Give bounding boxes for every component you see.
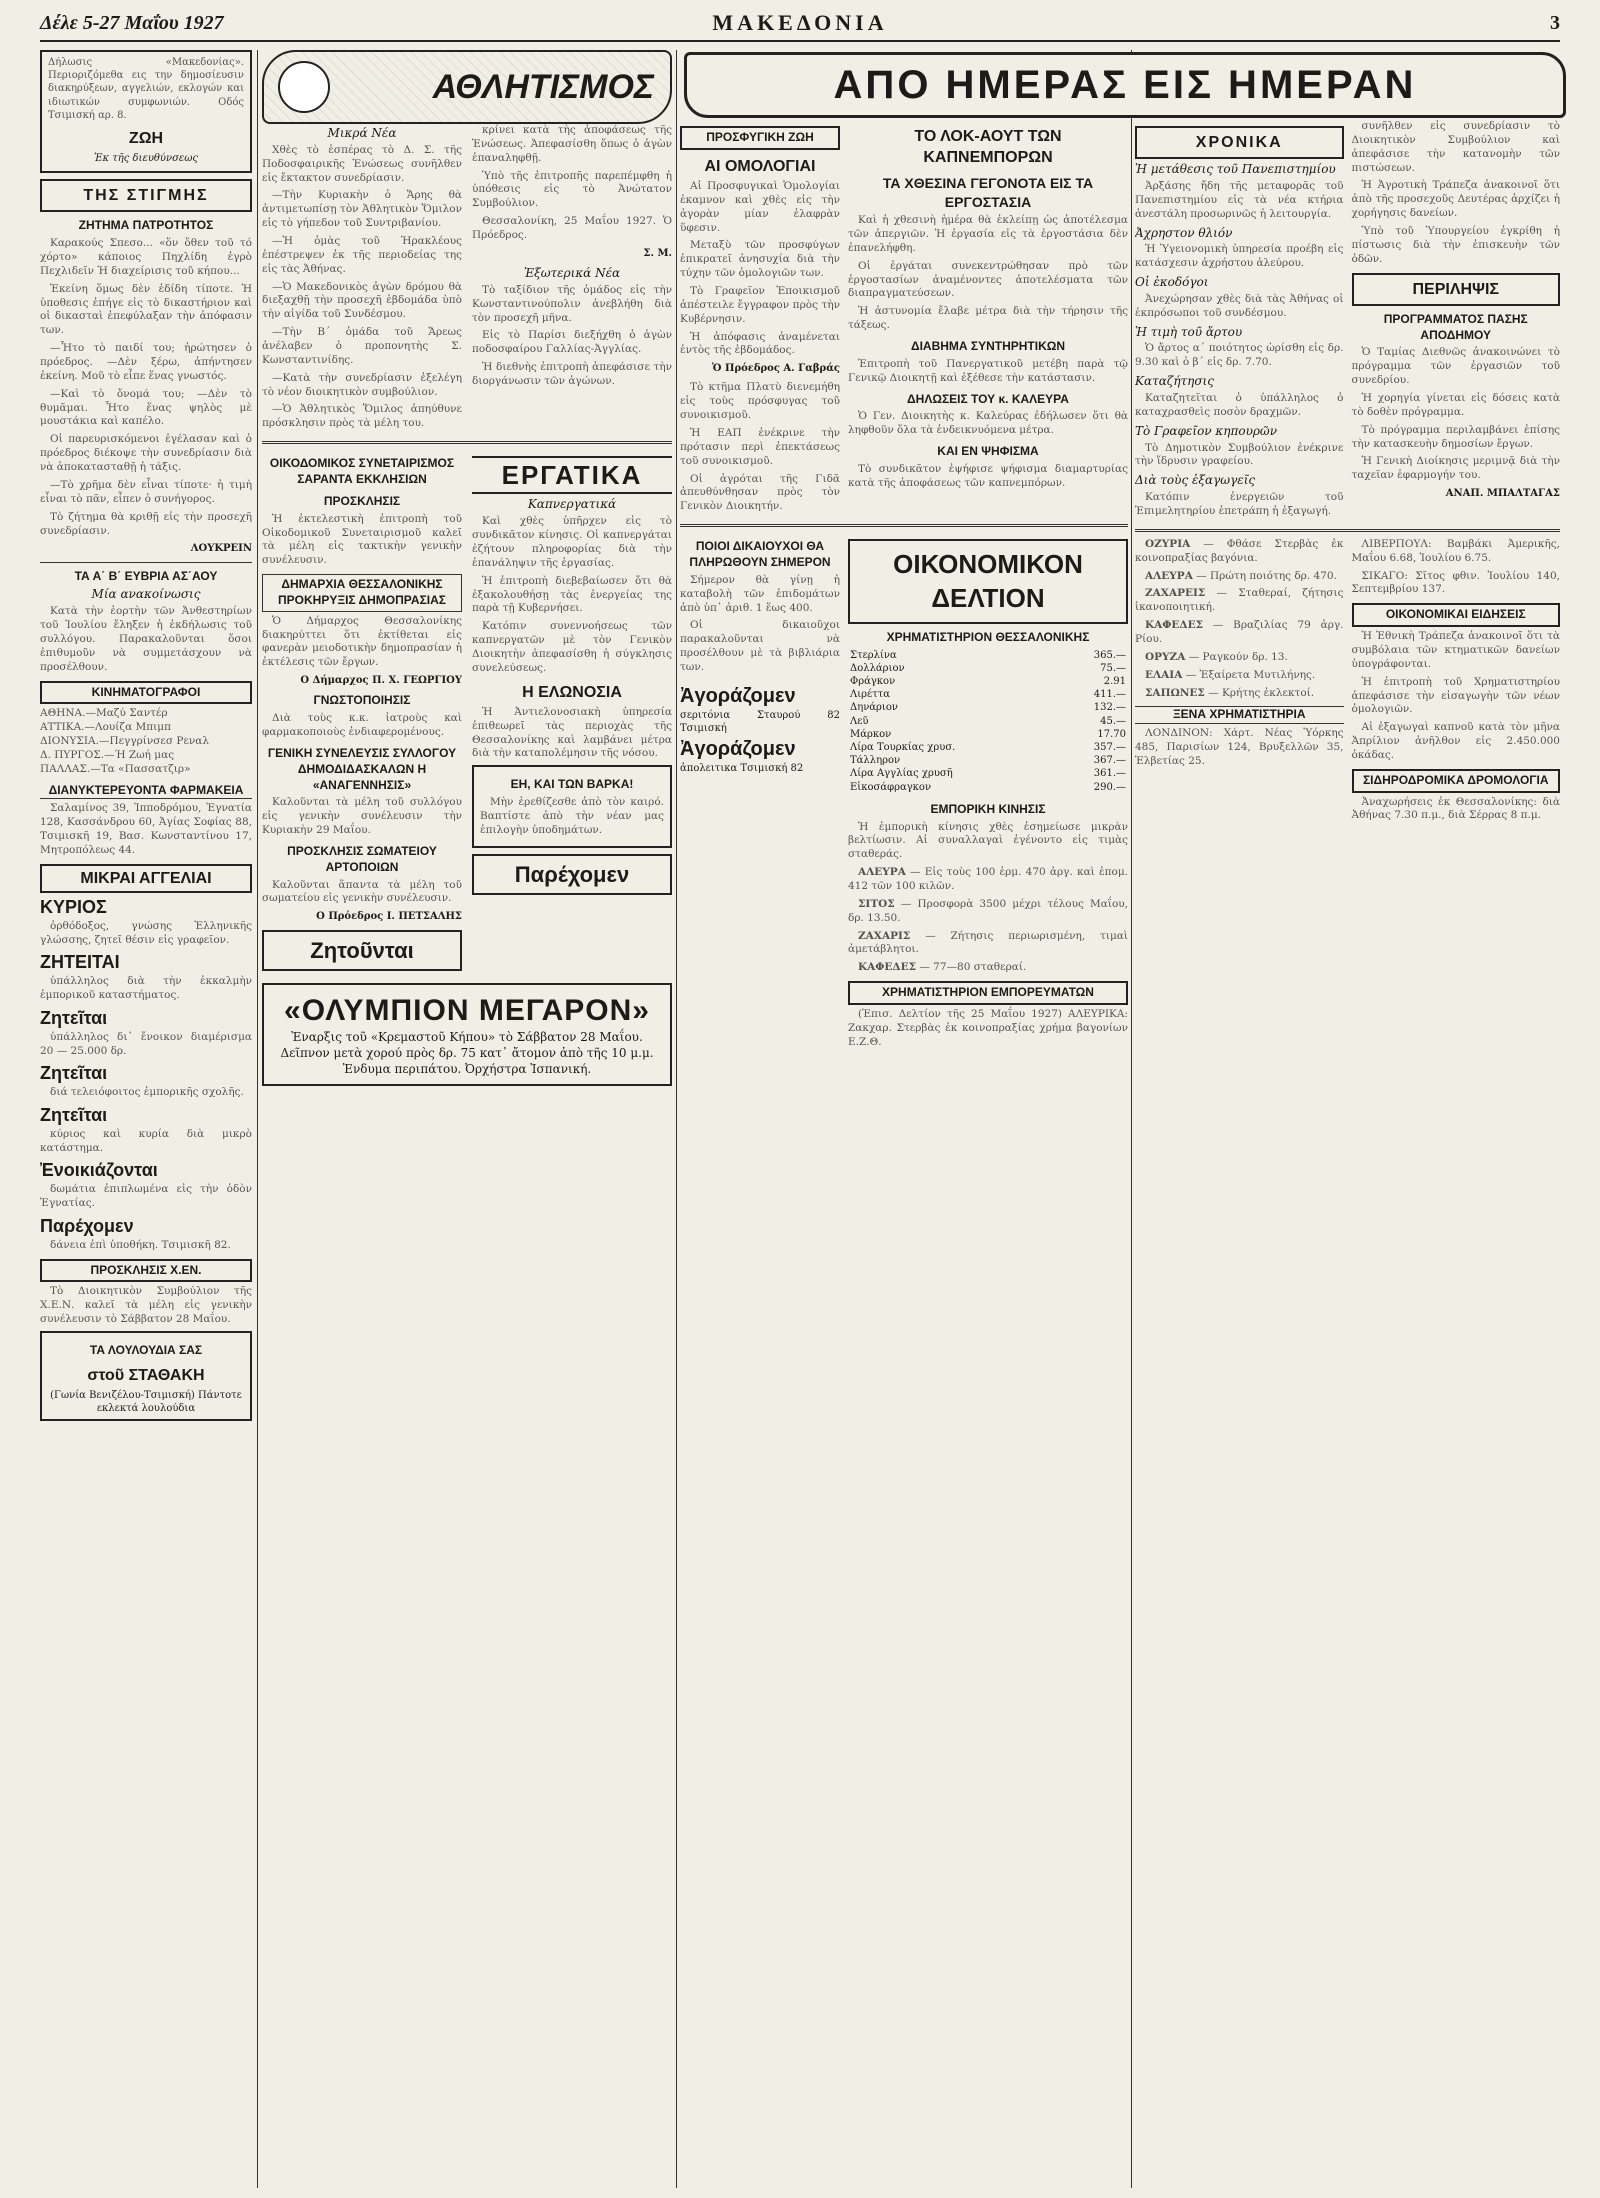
headline-prosklisis: ΠΡΟΣΚΛΗΣΙΣ (323, 493, 401, 508)
baroka-box: ΕΗ, ΚΑΙ ΤΩΝ ΒΑΡΚΑ! Μὴν ἐρεθίζεσθε ἀπὸ τὸν καιρό. Βαπτίστε ἀπὸ τὴν νέαν μας ἐπιλογὴν ὑποδημάτων. (472, 765, 672, 847)
trade-item: ΖΑΧΑΡΙΣ (858, 929, 911, 942)
olympion-text: Ἐναρξις τοῦ «Κρεμαστοῦ Κήπου» τὸ Σάββατον 28 Μαΐου. Δεῖπνον μετὰ χορού πρὸς δρ. 75 κατ᾽ ἄτομον ἀπὸ τῆς 10 μ.μ. Ἐνδυμα περιπάτου. Ὀρχήστρα Ἰσπανική. (280, 1030, 654, 1076)
sports-header (262, 50, 672, 124)
table-row: Μάρκον 17.70 (850, 728, 1126, 740)
paper-name: ΜΑΚΕΔΟΝΙΑ (712, 10, 888, 35)
chronika-item: Τὸ Γραφεῖον κηπουρῶν (1135, 423, 1278, 438)
headline-dimarchia: ΔΗΜΑΡΧΙΑ ΘΕΣΣΑΛΟΝΙΚΗΣ ΠΡΟΚΗΡΥΞΙΣ ΔΗΜΟΠΡΑΣΙΑΣ (262, 574, 462, 612)
football-icon (278, 61, 330, 113)
trade-item: ΖΑΧΑΡΕΙΣ (1145, 587, 1206, 600)
ad-keyword: Ζητεῖται (40, 1063, 108, 1084)
table-row: Φράγκον 2.91 (850, 676, 1126, 687)
baroka-title: ΕΗ, ΚΑΙ ΤΩΝ ΒΑΡΚΑ! (510, 777, 634, 792)
page-number: 3 (1550, 11, 1560, 34)
trade-item: ΑΛΕΥΡΑ (1145, 569, 1193, 582)
section-farmakeia: ΔΙΑΝΥΚΤΕΡΕΥΟΝΤΑ ΦΑΡΜΑΚΕΙΑ (40, 783, 252, 800)
headline-elonosia: Η ΕΛΩΝΟΣΙΑ (522, 683, 622, 701)
exchange-title: ΧΡΗΜΑΤΙΣΤΗΡΙΟΝ ΘΕΣΣΑΛΟΝΙΚΗΣ (886, 629, 1090, 644)
cinema-line: ΔΙΟΝΥΣΙΑ.—Πεγγρίνσεσ Ρεναλ (40, 735, 210, 748)
chronika-item: Ἡ τιμὴ τοῦ ἄρτου (1135, 324, 1243, 339)
ad-keyword: Ζητεῖται (40, 1007, 108, 1028)
ad-keyword: Παρέχομεν (40, 1215, 134, 1236)
zitountai-ad (262, 930, 462, 971)
zoi-text: Δήλωσις «Μακεδονίας». Περιοριζόμεθα εις την δημοσίευσιν διακηρύξεων, αγγελιών, εκλογών και ιδιωτικών συμφωνιών. Οδός Τσιμισκή αρ. 8. (48, 57, 244, 121)
ad-keyword: Ἀγοράζομεν (680, 737, 796, 760)
headline-ergatika: ΕΡΓΑΤΙΚΑ (472, 456, 672, 494)
headline-omologiai: ΑΙ ΟΜΟΛΟΓΙΑΙ (704, 157, 816, 175)
headline-sidirodromika: ΣΙΔΗΡΟΔΡΟΜΙΚΑ ΔΡΟΜΟΛΟΓΙΑ (1352, 769, 1561, 793)
omologiai-signature: Ὁ Πρόεδρος Α. Γαβράς (712, 363, 840, 375)
subhead-mia: Μία ανακοίνωσις (91, 587, 201, 602)
headline-poioi: ΠΟΙΟΙ ΔΙΚΑΙΟΥΧΟΙ ΘΑ ΠΛΗΡΩΘΟΥΝ ΣΗΜΕΡΟΝ (689, 539, 831, 569)
section-kinimatografoi: ΚΙΝΗΜΑΤΟΓΡΑΦΟΙ (40, 681, 252, 705)
masthead (40, 6, 1560, 42)
ad-text: ἀπολειτικα Τσιμισκή 82 (680, 763, 804, 774)
sports-title: ΑΘΛΗΤΙΣΜΟΣ (432, 67, 654, 106)
table-row: Λίρα Αγγλίας χρυσῆ 361.— (850, 768, 1126, 780)
cinema-line: ΠΑΛΛΑΣ.—Τα «Πασσατζιρ» (40, 762, 191, 775)
ad-keyword: ΖΗΤΕΙΤΑΙ (40, 952, 120, 973)
headline-ta-a: ΤΑ Α΄ Β΄ ΕΥΒΡΙΑ ΑΣ΄ΑΟΥ (74, 568, 218, 583)
headline-gnostopoiisis: ΓΝΩΣΤΟΠΟΙΗΣΙΣ (313, 693, 411, 708)
ad-keyword: Ζητεῖται (40, 1105, 108, 1126)
table-row: Εἰκοσάφραγκον 290.— (850, 781, 1126, 793)
subhead-exoterika: Ἐξωτερικά Νέα (523, 266, 621, 281)
headline-lok: ΤΟ ΛΟΚ-ΑΟΥΤ ΤΩΝ ΚΑΠΝΕΜΠΟΡΩΝ (914, 128, 1062, 167)
headline-zitima: ΖΗΤΗΜΑ ΠΑΤΡΟΤΗΤΟΣ (78, 218, 214, 233)
headline-programmatos: ΠΡΟΓΡΑΜΜΑΤΟΣ ΠΑΣΗΣ ΑΠΟΔΗΜΟΥ (1383, 311, 1528, 342)
parechomen-ad (472, 854, 672, 895)
flower-ad (40, 1331, 252, 1421)
table-row: Λίρα Τουρκίας χρυσ. 357.— (850, 741, 1126, 753)
trade-item: ΚΑΦΕΔΕΣ (858, 961, 916, 974)
small-ads: ΚΥΡΙΟΣ ὀρθόδοξος, γνώσης Ἑλληνικῆς γλώσσης, ζητεῖ θέσιν εἰς γραφεῖον. ΖΗΤΕΙΤΑΙ ὑπάλληλος διὰ τὴν ἐκκαλμὴν ἐμπορικοῦ καταστήματος. Ζητεῖται ὑπάλληλος δι᾽ ἔνοικον διαμέρισμα 20 — 25.000 δρ. Ζητεῖται διά τελειόφοιτος ἐμπορικῆς σχολῆς. Ζητεῖται κύριος καὶ κυρία διὰ μικρὸ κατάστημα. Ἐνοικιάζονται δωμάτια ἐπιπλωμένα εἰς τὴν ὁδὸν Ἐγνατίας. Παρέχομεν δάνεια ἐπὶ ὑποθήκη. Τσιμισκῆ 82. (40, 897, 252, 1251)
column-4: ΧΡΟΝΙΚΑ Ἡ μετάθεσις τοῦ Πανεπιστημίου Ἀρξάσης ἤδη τῆς μεταφορᾶς τοῦ Πανεπιστημίου εἰς τὰ νέα κτήρια ἀνεστάλη προσωρινῶς ἡ λειτουργία. Ἀχρηστον θλιόν Ἡ Ὑγειονομικὴ ὑπηρεσία προέβη εἰς κατάσχεσιν ἀχρήστου ἀλεύρου. Οἱ ἐκοδόγοι Ἀνεχώρησαν χθὲς διὰ τὰς Ἀθήνας οἱ ἐκπρόσωποι τοῦ συνδέσμου. Ἡ τιμὴ τοῦ ἄρτου Ὁ ἄρτος α΄ ποιότητος ὡρίσθη εἰς δρ. 9.30 καὶ ὁ β΄ εἰς δρ. 7.70. Καταζήτησις Καταζητεῖται ὁ ὑπάλληλος ὁ καταχρασθεὶς ποσὸν δραχμῶν. Τὸ Γραφεῖον κηπουρῶν Τὸ Δημοτικὸν Συμβούλιον ἐνέκρινε τὴν ἵδρυσιν γραφείου. Διὰ τοὺς ἐξαγωγεῖς Κατόπιν ἐνεργειῶν τοῦ Ἐπιμελητηρίου ἐπετράπη ἡ ἐξαγωγή. συνῆλθεν εἰς συνεδρίασιν τὸ Διοικητικὸν Συμβούλιον καὶ ἀπεφάσισε τὴν κατανομὴν τῶν πιστώσεων. Ἡ Ἀγροτικὴ Τράπεζα ἀνακοινοῖ ὅτι ἀπὸ τῆς προσεχοῦς Δευτέρας ἀρχίζει ἡ χορήγησις δανείων. Ὑπὸ τοῦ Ὑπουργείου ἐγκρίθη ἡ πίστωσις διὰ τὴν ἐπισκευὴν τῶν ὁδῶν. ΠΕΡΙΛΗΨΙΣ ΠΡΟΓΡΑΜΜΑΤΟΣ ΠΑΣΗΣ ΑΠΟΔΗΜΟΥ Ὁ Ταμίας Διεθνῶς ἀνακοινώνει τὸ πρόγραμμα τῶν ἐργασιῶν τοῦ συνεδρίου. Ἡ χορηγία γίνεται εἰς δόσεις κατὰ τὸ δοθὲν πρόγραμμα. Τὸ πρόγραμμα περιλαμβάνει ἐπίσης τὴν κατασκευὴν δημοσίων ἔργων. Ἡ Γενικὴ Διοίκησις μεριμνᾷ διὰ τὴν ταχεῖαν ἐφαρμογήν του. ΑΝΑΠ. ΜΠΑΛΤΑΓΑΣ ΟΖΥΡΙΑ — Φθάσε Στερβὰς ἐκ κοινοπραξίας βαγόνια. ΑΛΕΥΡΑ — Πρώτη ποιότης δρ. 470. ΖΑΧΑΡΕΙΣ — Σταθεραί, ζήτησις ἱκανοποιητική. ΚΑΦΕΔΕΣ — Βραζιλίας 79 ἀργ. Ρίου. ΟΡΥΖΑ — Ραγκούν δρ. 13. ΕΛΑΙΑ — Ἐξαίρετα Μυτιλήνης. ΣΑΠΩΝΕΣ — Κρήτης ἐκλεκτοί. ΞΕΝΑ ΧΡΗΜΑΤΙΣΤΗΡΙΑ ΛΟΝΔΙΝΟΝ: Χάρτ. Νέας Ὑόρκης 485, Παρισίων 124, Βρυξελλῶν 35, Ἑλβετίας 25. ΛΙΒΕΡΠΟΥΛ: Βαμβάκι Ἀμερικῆς, Μαΐου 6.68, Ἰουλίου 6.75. ΣΙΚΑΓΟ: Σῖτος φθιν. Ἰουλίου 140, Σεπτεμβρίου 137. ΟΙΚΟΝΟΜΙΚΑΙ ΕΙΔΗΣΕΙΣ Ἡ Ἐθνικὴ Τράπεζα ἀνακοινοῖ ὅτι τὰ συμβόλαια τῶν κτηματικῶν δανείων ὑπογράφονται. Ἡ ἐπιτροπὴ τοῦ Χρηματιστηρίου ἀπεφάσισε τὴν εἰσαγωγὴν τῶν νέων ὁμολογιῶν. Αἱ ἐξαγωγαὶ καπνοῦ κατὰ τὸν μῆνα Ἀπρίλιον ἀνῆλθον εἰς 2.450.000 ὀκάδας. ΣΙΔΗΡΟΔΡΟΜΙΚΑ ΔΡΟΜΟΛΟΓΙΑ Ἀναχωρήσεις ἐκ Θεσσαλονίκης: διὰ Ἀθήνας 7.30 π.μ., διὰ Σέρρας 8 π.μ. (1135, 120, 1560, 822)
trade-item: ΚΑΦΕΔΕΣ (1145, 619, 1203, 632)
headline-genike: ΓΕΝΙΚΗ ΣΥΝΕΛΕΥΣΙΣ ΣΥΛΛΟΓΟΥ ΔΗΜΟΔΙΔΑΣΚΑΛΩΝ Η «ΑΝΑΓΕΝΝΗΣΙΣ» (267, 745, 457, 792)
trade-item: ΟΖΥΡΙΑ (1145, 537, 1191, 550)
table-row: Δολλάριον 75.— (850, 662, 1126, 674)
flower-ad-title: ΤΑ ΛΟΥΛΟΥΔΙΑ ΣΑΣ (89, 1342, 203, 1357)
section-chronika: ΧΡΟΝΙΚΑ (1135, 126, 1344, 159)
section-tis-stigmis: ΤΗΣ ΣΤΙΓΜΗΣ (40, 179, 252, 212)
cinema-line: ΑΘΗΝΑ.—Μαζύ Σαντέρ (40, 707, 168, 720)
headline-oikonomikai: ΟΙΚΟΝΟΜΙΚΑΙ ΕΙΔΗΣΕΙΣ (1352, 603, 1561, 627)
prosklisis2-signature: Ο Πρόεδρος Ι. ΠΕΤΣΑΛΗΣ (316, 911, 462, 923)
subhead-mikra: Μικρά Νέα (327, 126, 397, 140)
chronika-item: Ἡ μετάθεσις τοῦ Πανεπιστημίου (1135, 162, 1336, 177)
chronika-item: Καταζήτησις (1135, 374, 1214, 389)
headline-oikodomikos: ΟΙΚΟΔΟΜΙΚΟΣ ΣΥΝΕΤΑΙΡΙΣΜΟΣ ΣΑΡΑΝΤΑ ΕΚΚΛΗΣΙΩΝ (269, 456, 455, 486)
olympion-title: «ΟΛΥΜΠΙΟΝ ΜΕΓΑΡΟΝ» (284, 993, 650, 1027)
headline-lok-sub: ΤΑ ΧΘΕΣΙΝΑ ΓΕΓΟΝΟΤΑ ΕΙΣ ΤΑ ΕΡΓΟΣΤΑΣΙΑ (882, 175, 1094, 210)
xrim-text: (Ἐπισ. Δελτίον τῆς 25 Μαΐου 1927) ΑΛΕΥΡΙΚΑ: Ζακχαρ. Στερβὰς ἐκ κοινοπραξίας χρήμα βαγονίων Ε.Ζ.Θ. (848, 1007, 1128, 1048)
table-row: Λεῦ 45.— (850, 715, 1126, 727)
headline-diavima: ΔΙΑΒΗΜΑ ΣΥΝΤΗΡΗΤΙΚΩΝ (910, 339, 1066, 354)
trade-item: ΣΙΤΟΣ (858, 897, 895, 910)
table-row: Δηνάριον 132.— (850, 702, 1126, 714)
headline-emporiki: ΕΜΠΟΡΙΚΗ ΚΙΝΗΣΙΣ (930, 801, 1046, 816)
headline-prosklisis2: ΠΡΟΣΚΛΗΣΙΣ ΣΩΜΑΤΕΙΟΥ ΑΡΤΟΠΟΙΩΝ (287, 843, 437, 874)
column-rule (1131, 50, 1132, 2188)
ad-keyword: Παρέχομεν (514, 861, 630, 887)
headline-psifisma: ΚΑΙ ΕΝ ΨΗΦΙΣΜΑ (937, 444, 1039, 459)
olympion-ad (262, 983, 672, 1086)
trade-item: ΕΛΑΙΑ (1145, 668, 1183, 681)
section-mikrai: ΜΙΚΡΑΙ ΑΓΓΕΛΙΑΙ (40, 864, 252, 893)
article-body: Καρακούς Σπεσο... «ὅν ὅθεν τοῦ τό χόρτο» κάποιος Πηχλίδη ἐγρὸ Πεχλιδεῖν Ἠ διαχείρισις τοῦ κήπου... Ἐκείνη ὅμως δὲν ἐδίδη τίποτε. Ἡ ὑποθεσις ἐπήγε εἰς τὸ δικαστήριον καὶ οἱ δικασταὶ ἐπεφύλαξαν τὴν ἀπόφασιν των. —Ἦτο τὸ παιδί του; ἠρώτησεν ὁ πρόεδρος. —Δὲν ξέρω, ἀπήντησεν ἐκείνη. Μοῦ τὸ εἶπε ἕνας γνωστός. —Καὶ τὸ ὄνομά του; —Δὲν τὸ θυμᾶμαι. Ἦτο ἕνας ψηλὸς μὲ μουστάκια καὶ καπέλο. Οἱ παρευρισκόμενοι ἐγέλασαν καὶ ὁ πρόεδρος διέκοψε τὴν συνεδρίασιν διὰ νὰ ἀποκατασταθῇ ἡ τάξις. —Τὸ χρῆμα δὲν εἶναι τίποτε· ἡ τιμὴ εἶναι τὸ πᾶν, εἶπεν ὁ συνήγορος. Τὸ ζήτημα θὰ κριθῇ εἰς τὴν προσεχῆ συνεδρίασιν. (40, 237, 252, 537)
trade-item: ΣΑΠΩΝΕΣ (1145, 686, 1205, 699)
exchange-table (848, 649, 1128, 794)
sports-signature: Σ. Μ. (643, 247, 672, 259)
issue-date: Δέλε 5-27 Μαΐου 1927 (40, 11, 224, 34)
econ-title: ΟΙΚΟΝΟΜΙΚΟΝ ΔΕΛΤΙΟΝ (848, 539, 1128, 624)
ad-text: σεριτόνια Σταυρού 82 Τσιμισκή (680, 710, 840, 735)
flower-ad-shop: στοῦ ΣΤΑΘΑΚΗ (87, 1366, 205, 1384)
zoi-box (40, 50, 252, 173)
ad-keyword: Ζητοῦνται (310, 937, 414, 963)
banner-headline: ΑΠΟ ΗΜΕΡΑΣ ΕΙΣ ΗΜΕΡΑΝ (684, 52, 1566, 118)
column-rule (257, 50, 258, 2188)
column-rule (676, 50, 677, 2188)
trade-item: ΑΛΕΥΡΑ (858, 866, 906, 879)
article-signature: ΛΟΥΚΡΕΙΝ (190, 543, 252, 555)
table-row: Τάλληρον 367.— (850, 755, 1126, 767)
subhead-kapnergatika: Καπνεργατικά (527, 497, 617, 512)
cinema-line: ΑΤΤΙΚΑ.—Λουίζα Μπιμπ (40, 721, 172, 734)
table-row: Στερλίνα 365.— (850, 649, 1126, 661)
zoi-footer: Ἐκ τῆς διευθύνσεως (93, 153, 199, 165)
cinema-listing (40, 707, 252, 776)
ad-keyword: Ἀγοράζομεν (680, 684, 796, 707)
dimarchos-signature: Ο Δήμαρχος Π. Χ. ΓΕΩΡΓΙΟΥ (300, 675, 462, 687)
column-1: Δήλωσις «Μακεδονίας». Περιοριζόμεθα εις την δημοσίευσιν διακηρύξεων, αγγελιών, εκλογών και ιδιωτικών συμφωνιών. Οδός Τσιμισκή αρ. 8. ΖΩΗ Ἐκ τῆς διευθύνσεως ΤΗΣ ΣΤΙΓΜΗΣ ΖΗΤΗΜΑ ΠΑΤΡΟΤΗΤΟΣ Καρακούς Σπεσο... «ὅν ὅθεν τοῦ τό χόρτο» κάποιος Πηχλίδη ἐγρὸ Πεχλιδεῖν Ἠ διαχείρισις τοῦ κήπου... Ἐκείνη ὅμως δὲν ἐδίδη τίποτε. Ἡ ὑποθεσις ἐπήγε εἰς τὸ δικαστήριον καὶ οἱ δικασταὶ ἐπεφύλαξαν τὴν ἀπόφασιν των. —Ἦτο τὸ παιδί του; ἠρώτησεν ὁ πρόεδρος. —Δὲν ξέρω, ἀπήντησεν ἐκείνη. Μοῦ τὸ εἶπε ἕνας γνωστός. —Καὶ τὸ ὄνομά του; —Δὲν τὸ θυμᾶμαι. Ἦτο ἕνας ψηλὸς μὲ μουστάκια καὶ καπέλο. Οἱ παρευρισκόμενοι ἐγέλασαν καὶ ὁ πρόεδρος διέκοψε τὴν συνεδρίασιν διὰ νὰ ἀποκατασταθῇ ἡ τάξις. —Τὸ χρῆμα δὲν εἶναι τίποτε· ἡ τιμὴ εἶναι τὸ πᾶν, εἶπεν ὁ συνήγορος. Τὸ ζήτημα θὰ κριθῇ εἰς τὴν προσεχῆ συνεδρίασιν. ΛΟΥΚΡΕΙΝ ΤΑ Α΄ Β΄ ΕΥΒΡΙΑ ΑΣ΄ΑΟΥ Μία ανακοίνωσις Κατὰ τὴν ἑορτὴν τῶν Ἀνθεστηρίων τοῦ Ἰουλίου ἔληξεν ἡ ἐκδήλωσις τοῦ συλλόγου. Παρακαλοῦνται ὅσοι ἐπιθυμοῦν νὰ συμμετάσχουν νὰ προσέλθουν. ΚΙΝΗΜΑΤΟΓΡΑΦΟΙ ΑΘΗΝΑ.—Μαζύ Σαντέρ ΑΤΤΙΚΑ.—Λουίζα Μπιμπ ΔΙΟΝΥΣΙΑ.—Πεγγρίνσεσ Ρεναλ Δ. ΠΥΡΓΟΣ.—Ή Ζωή μας ΠΑΛΛΑΣ.—Τα «Πασσατζιρ» ΔΙΑΝΥΚΤΕΡΕΥΟΝΤΑ ΦΑΡΜΑΚΕΙΑ Σαλαμίνος 39, Ἰπποδρόμου, Ἐγνατία 128, Κασσάνδρου 60, Ἀγίας Σοφίας 88, Τσιμισκῆ 19, Βασ. Κωνσταντίνου 17, Μητροπόλεως 44. ΜΙΚΡΑΙ ΑΓΓΕΛΙΑΙ ΚΥΡΙΟΣ ὀρθόδοξος, γνώσης Ἑλληνικῆς γλώσσης, ζητεῖ θέσιν εἰς γραφεῖον. ΖΗΤΕΙΤΑΙ ὑπάλληλος διὰ τὴν ἐκκαλμὴν ἐμπορικοῦ καταστήματος. Ζητεῖται ὑπάλληλος δι᾽ ἔνοικον διαμέρισμα 20 — 25.000 δρ. Ζητεῖται διά τελειόφοιτος ἐμπορικῆς σχολῆς. Ζητεῖται κύριος καὶ κυρία διὰ μικρὸ κατάστημα. Ἐνοικιάζονται δωμάτια ἐπιπλωμένα εἰς τὴν ὁδὸν Ἐγνατίας. Παρέχομεν δάνεια ἐπὶ ὑποθήκη. Τσιμισκῆ 82. ΠΡΟΣΚΛΗΣΙΣ Χ.ΕΝ. Τὸ Διοικητικὸν Συμβούλιον τῆς Χ.Ε.Ν. καλεῖ τὰ μέλη εἰς γενικὴν συνέλευσιν τὸ Σάββατον 28 Μαΐου. ΤΑ ΛΟΥΛΟΥΔΙΑ ΣΑΣ στοῦ ΣΤΑΘΑΚΗ (Γωνία Βενιζέλου-Τσιμισκή) Πάντοτε εκλεκτά λουλούδια (40, 50, 252, 2188)
column-2: ΑΘΛΗΤΙΣΜΟΣ Μικρά Νέα Χθὲς τὸ ἑσπέρας τὸ Δ. Σ. τῆς Ποδοσφαιρικῆς Ἑνώσεως συνῆλθεν εἰς ἔκτακτον συνεδρίασιν. —Τὴν Κυριακὴν ὁ Ἄρης θὰ ἀντιμετωπίσῃ τὸν Ἀθλητικὸν Ὅμιλον εἰς τὸ γήπεδον τοῦ Συντριβανίου. —Ἡ ὁμὰς τοῦ Ἡρακλέους ἐπέστρεψεν ἐκ τῆς περιοδείας της εἰς τὰς Ἀθήνας. —Ὁ Μακεδονικὸς ἀγὼν δρόμου θὰ διεξαχθῇ τὴν προσεχῆ ἑβδομάδα ὑπὸ τὴν αἰγίδα τοῦ Συνδέσμου. —Τὴν Β΄ ὁμάδα τοῦ Ἄρεως ἀνέλαβεν ὁ προπονητὴς Σ. Κωνσταντινίδης. —Κατὰ τὴν συνεδρίασιν ἐξελέγη τὸ νέον διοικητικὸν συμβούλιον. —Ὁ Ἀθλητικὸς Ὅμιλος ἀπηύθυνε πρόσκλησιν πρὸς τὰ μέλη του. κρίνει κατὰ τὴς ἀποφάσεως τῆς Ἑνώσεως. Ἀπεφασίσθη ὅπως ὁ ἀγὼν ἐπαναληφθῇ. Ὑπὸ τῆς ἐπιτροπῆς παρεπέμφθη ἡ ὑπόθεσις εἰς τὸ Ἀνώτατον Συμβούλιον. Θεσσαλονίκη, 25 Μαΐου 1927. Ὁ Πρόεδρος. Σ. Μ. Ἐξωτερικά Νέα Τὸ ταξίδιον τῆς ὁμάδος εἰς τὴν Κωνσταντινούπολιν ἀνεβλήθη διὰ τὸν προσεχῆ μῆνα. Εἰς τὸ Παρίσι διεξήχθη ὁ ἀγὼν ποδοσφαίρου Γαλλίας-Ἀγγλίας. Ἡ διεθνὴς ἐπιτροπὴ ἀπεφάσισε τὴν διοργάνωσιν τῶν ἀγώνων. ΟΙΚΟΔΟΜΙΚΟΣ ΣΥΝΕΤΑΙΡΙΣΜΟΣ ΣΑΡΑΝΤΑ ΕΚΚΛΗΣΙΩΝ ΠΡΟΣΚΛΗΣΙΣ Ἡ ἐκτελεστικὴ ἐπιτροπὴ τοῦ Οἰκοδομικοῦ Συνεταιρισμοῦ καλεῖ τὰ μέλη εἰς τακτικὴν γενικὴν συνέλευσιν. ΔΗΜΑΡΧΙΑ ΘΕΣΣΑΛΟΝΙΚΗΣ ΠΡΟΚΗΡΥΞΙΣ ΔΗΜΟΠΡΑΣΙΑΣ Ὁ Δήμαρχος Θεσσαλονίκης διακηρύττει ὅτι ἐκτίθεται εἰς φανερὰν μειοδοτικὴν δημοπρασίαν ἡ ἐκτέλεσις τῶν ἔργων. Ο Δήμαρχος Π. Χ. ΓΕΩΡΓΙΟΥ ΓΝΩΣΤΟΠΟΙΗΣΙΣ Διὰ τοὺς κ.κ. ἰατροὺς καὶ φαρμακοποιοὺς ἐνδιαφερομένους. ΓΕΝΙΚΗ ΣΥΝΕΛΕΥΣΙΣ ΣΥΛΛΟΓΟΥ ΔΗΜΟΔΙΔΑΣΚΑΛΩΝ Η «ΑΝΑΓΕΝΝΗΣΙΣ» Καλοῦνται τὰ μέλη τοῦ συλλόγου εἰς γενικὴν συνέλευσιν τὴν Κυριακὴν 29 Μαΐου. ΠΡΟΣΚΛΗΣΙΣ ΣΩΜΑΤΕΙΟΥ ΑΡΤΟΠΟΙΩΝ Καλοῦνται ἅπαντα τὰ μέλη τοῦ σωματείου εἰς γενικὴν συνέλευσιν. Ο Πρόεδρος Ι. ΠΕΤΣΑΛΗΣ Ζητοῦνται ΕΡΓΑΤΙΚΑ Καπνεργατικά Καὶ χθὲς ὑπῆρχεν εἰς τὸ συνδικᾶτον κίνησις. Οἱ καπνεργάται ἐζήτουν πληροφορίας διὰ τὴν ἐπανάληψιν τῆς ἐργασίας. Ἡ ἐπιτροπὴ διεβεβαίωσεν ὅτι θὰ ἐξακολουθήσῃ τὰς ἐνεργείας της παρὰ τῇ Κυβερνήσει. Κατόπιν συνεννοήσεως τῶν καπνεργατῶν μὲ τὸν Γενικὸν Διοικητὴν ἀπεφασίσθη ἡ σύγκλησις συνελεύσεως. Η ΕΛΩΝΟΣΙΑ Ἡ Ἀντιελονοσιακὴ ὑπηρεσία ἐπιθεωρεῖ τὰς περιοχὰς τῆς Θεσσαλονίκης καὶ λαμβάνει μέτρα διὰ τὴν καταπολέμησιν τῆς νόσου. ΕΗ, ΚΑΙ ΤΩΝ ΒΑΡΚΑ! Μὴν ἐρεθίζεσθε ἀπὸ τὸν καιρό. Βαπτίστε ἀπὸ τὴν νέαν μας ἐπιλογὴν ὑποδημάτων. Παρέχομεν «ΟΛΥΜΠΙΟΝ ΜΕΓΑΡΟΝ» Ἐναρξις τοῦ «Κρεμαστοῦ Κήπου» τὸ Σάββατον 28 Μαΐου. Δεῖπνον μετὰ χορού πρὸς δρ. 75 κατ᾽ ἄτομον ἀπὸ τῆς 10 μ.μ. Ἐνδυμα περιπάτου. Ὀρχήστρα Ἰσπανική. (262, 50, 672, 2188)
table-row: Λιρέττα 411.— (850, 689, 1126, 701)
headline-dilosis: ΔΗΛΩΣΕΙΣ ΤΟΥ κ. ΚΑΛΕΥΡΑ (907, 391, 1069, 406)
column-3: ΠΡΟΣΦΥΓΙΚΗ ΖΩΗ ΑΙ ΟΜΟΛΟΓΙΑΙ Αἱ Προσφυγικαὶ Ὁμολογίαι ἐκαμνον καὶ χθὲς εἰς τὴν ἀγορὰν μίαν ἐλαφρὰν ὕφεσιν. Μεταξὺ τῶν προσφύγων ἐπικρατεῖ ἀνησυχία διὰ τὴν τύχην τῶν ὁμολογιῶν των. Τὸ Γραφεῖον Ἐποικισμοῦ ἀπέστειλε ἔγγραφον πρὸς τὴν Κυβέρνησιν. Ἡ ἀπόφασις ἀναμένεται ἐντὸς τῆς ἑβδομάδος. Ὁ Πρόεδρος Α. Γαβράς Τὸ κτῆμα Πλατὺ διενεμήθη εἰς τοὺς πρόσφυγας τοῦ συνοικισμοῦ. Ἡ ΕΑΠ ἐνέκρινε τὴν πρότασιν περὶ ἐπεκτάσεως τοῦ συνοικισμοῦ. Οἱ ἀγρόται τῆς Γιδᾶ ἀπευθύνθησαν πρὸς τὸν Γενικὸν Διοικητήν. ΤΟ ΛΟΚ-ΑΟΥΤ ΤΩΝ ΚΑΠΝΕΜΠΟΡΩΝ ΤΑ ΧΘΕΣΙΝΑ ΓΕΓΟΝΟΤΑ ΕΙΣ ΤΑ ΕΡΓΟΣΤΑΣΙΑ Καὶ ἡ χθεσινὴ ἡμέρα θὰ ἐκλείπῃ ὡς ἀποτέλεσμα τῶν ἀπεργιῶν. Ἡ ἐργασία εἰς τὰ ἐργοστάσια δὲν ἐπανελήφθη. Οἱ ἐργάται συνεκεντρώθησαν πρὸ τῶν ἐργοστασίων ἀναμένοντες ἀποτελέσματα τῶν διαπραγματεύσεων. Ἡ ἀστυνομία ἔλαβε μέτρα διὰ τὴν τήρησιν τῆς τάξεως. ΔΙΑΒΗΜΑ ΣΥΝΤΗΡΗΤΙΚΩΝ Ἐπιτροπὴ τοῦ Πανεργατικοῦ μετέβη παρὰ τῷ Γενικῷ Διοικητῇ καὶ ἐξέθεσε τὴν κατάστασιν. ΔΗΛΩΣΕΙΣ ΤΟΥ κ. ΚΑΛΕΥΡΑ Ὁ Γεν. Διοικητὴς κ. Καλεύρας ἐδήλωσεν ὅτι θὰ ληφθοῦν ὅλα τὰ ἐνδεικνυόμενα μέτρα. ΚΑΙ ΕΝ ΨΗΦΙΣΜΑ Τὸ συνδικᾶτον ἐψήφισε ψήφισμα διαμαρτυρίας κατὰ τῆς ἀποφάσεως τῶν καπνεμπόρων. ΠΟΙΟΙ ΔΙΚΑΙΟΥΧΟΙ ΘΑ ΠΛΗΡΩΘΟΥΝ ΣΗΜΕΡΟΝ Σήμερον θὰ γίνῃ ἡ καταβολὴ τῶν ἐπιδομάτων ἀπὸ ὑπ᾽ ἀριθ. 1 ἕως 400. Οἱ δικαιοῦχοι παρακαλοῦνται νὰ προσέλθουν μὲ τὰ βιβλιάρια των. Ἀγοράζομεν σεριτόνια Σταυρού 82 Τσιμισκή Ἀγοράζομεν ἀπολειτικα Τσιμισκή 82 ΟΙΚΟΝΟΜΙΚΟΝ ΔΕΛΤΙΟΝ ΧΡΗΜΑΤΙΣΤΗΡΙΟΝ ΘΕΣΣΑΛΟΝΙΚΗΣ Στερλίνα 365.— Δολλάριον 75.— Φράγκον 2.91 Λιρέττα 411.— Δηνάριον 132.— Λεῦ 45.— Μάρκον 17.70 Λίρα Τουρκίας χρυσ. 357.— Τάλληρον 367.— Λίρα Αγγλίας χρυσῆ 361.— Εἰκοσάφραγκον 290.— ΕΜΠΟΡΙΚΗ ΚΙΝΗΣΙΣ Ἡ ἐμπορικὴ κίνησις χθὲς ἐσημείωσε μικρὰν βελτίωσιν. Αἱ συναλλαγαὶ ἐγένοντο εἰς τιμὰς σταθεράς. ΑΛΕΥΡΑ — Εἰς τοὺς 100 ἑρμ. 470 ἀργ. καὶ ἑπομ. 412 τῶν 100 κιλῶν. ΣΙΤΟΣ — Προσφορὰ 3500 μέχρι τέλους Μαΐου, δρ. 13.50. ΖΑΧΑΡΙΣ — Ζήτησις περιωρισμένη, τιμαὶ ἀμετάβλητοι. ΚΑΦΕΔΕΣ — 77—80 σταθεραί. ΧΡΗΜΑΤΙΣΤΗΡΙΟΝ ΕΜΠΟΡΕΥΜΑΤΩΝ (Ἐπισ. Δελτίον τῆς 25 Μαΐου 1927) ΑΛΕΥΡΙΚΑ: Ζακχαρ. Στερβὰς ἐκ κοινοπραξίας χρήμα βαγονίων Ε.Ζ.Θ. (680, 128, 1128, 1048)
chronika-item: Διὰ τοὺς ἐξαγωγεῖς (1135, 473, 1256, 488)
headline-xena: ΞΕΝΑ ΧΡΗΜΑΤΙΣΤΗΡΙΑ (1135, 706, 1344, 724)
section-perilipsis: ΠΕΡΙΛΗΨΙΣ (1352, 273, 1561, 306)
section-proskliseis: ΠΡΟΣΚΛΗΣΙΣ Χ.ΕΝ. (40, 1259, 252, 1283)
flower-ad-address: (Γωνία Βενιζέλου-Τσιμισκή) Πάντοτε εκλεκτά λουλούδια (50, 1389, 242, 1415)
chronika-item: Ἀχρηστον θλιόν (1135, 225, 1233, 240)
ad-keyword: ΚΥΡΙΟΣ (40, 897, 107, 917)
chronika-item: Οἱ ἐκοδόγοι (1135, 275, 1209, 290)
ad-keyword: Ἐνοικιάζονται (40, 1160, 158, 1181)
zoi-title: ΖΩΗ (128, 129, 164, 147)
headline-politiki: ΠΡΟΣΦΥΓΙΚΗ ΖΩΗ (680, 126, 840, 150)
trade-item: ΟΡΥΖΑ (1145, 650, 1186, 663)
headline-xrim-emporevmaton: ΧΡΗΜΑΤΙΣΤΗΡΙΟΝ ΕΜΠΟΡΕΥΜΑΤΩΝ (848, 981, 1128, 1005)
cinema-line: Δ. ΠΥΡΓΟΣ.—Ή Ζωή μας (40, 748, 175, 761)
